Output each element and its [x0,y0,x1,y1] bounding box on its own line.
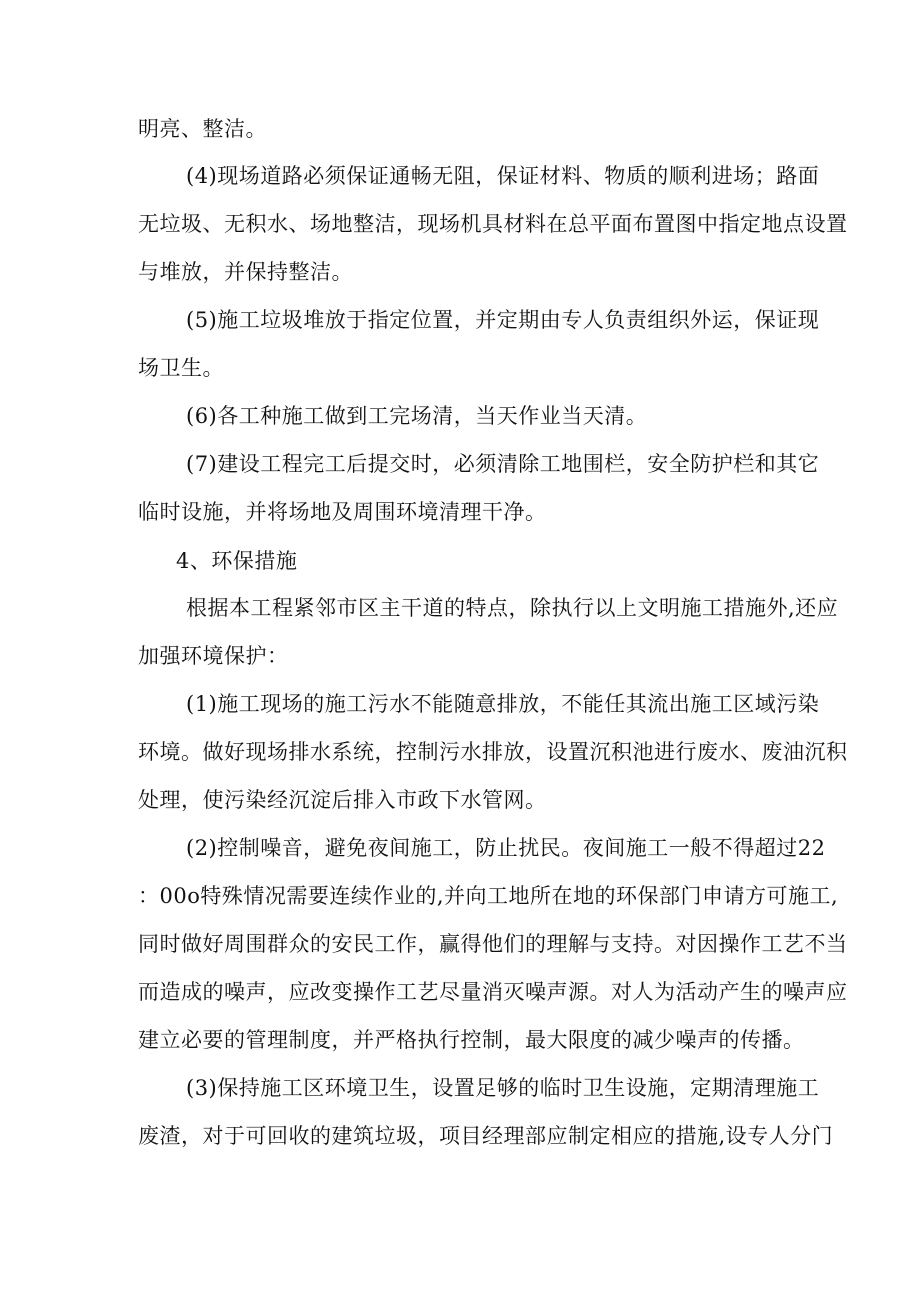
paragraph-line: ：00o特殊情况需要连续作业的,并向工地所在地的环保部门申请方可施工, [138,884,839,908]
paragraph-line: 加强环境保护： [138,644,289,668]
paragraph-line: 废渣，对于可回收的建筑垃圾，项目经理部应制定相应的措施,设专人分门 [138,1124,834,1148]
paragraph-line: 处理，使污染经沉淀后排入市政下水管网。 [138,788,547,812]
paragraph-line: (6)各工种施工做到工完场清，当天作业当天清。 [186,404,648,428]
paragraph-line: (3)保持施工区环境卫生，设置足够的临时卫生设施，定期清理施工 [186,1076,820,1100]
paragraph-line: 与堆放，并保持整洁。 [138,260,353,284]
paragraph-line: 明亮、整洁。 [138,117,267,141]
paragraph-line: 而造成的噪声，应改变操作工艺尽量消灭噪声源。对人为活动产生的噪声应 [138,980,848,1004]
paragraph-line: 建立必要的管理制度，并严格执行控制，最大限度的减少噪声的传播。 [138,1028,805,1052]
paragraph-line: 临时设施，并将场地及周围环境清理干净。 [138,500,547,524]
paragraph-line: (7)建设工程完工后提交时，必须清除工地围栏，安全防护栏和其它 [186,452,820,476]
paragraph-line: (1)施工现场的施工污水不能随意排放，不能任其流出施工区域污染 [186,692,820,716]
paragraph-line: 环境。做好现场排水系统，控制污水排放，设置沉积池进行废水、废油沉积 [138,740,848,764]
paragraph-line: 根据本工程紧邻市区主干道的特点，除执行以上文明施工措施外,还应 [186,596,839,620]
section-heading: 4、环保措施 [176,549,298,573]
paragraph-line: 无垃圾、无积水、场地整洁，现场机具材料在总平面布置图中指定地点设置 [138,212,848,236]
paragraph-line: (5)施工垃圾堆放于指定位置，并定期由专人负责组织外运，保证现 [186,308,820,332]
paragraph-line: 场卫生。 [138,356,224,380]
paragraph-line: (2)控制噪音，避免夜间施工，防止扰民。夜间施工一般不得超过22 [186,836,826,860]
paragraph-line: (4)现场道路必须保证通畅无阻，保证材料、物质的顺利进场；路面 [186,164,820,188]
paragraph-line: 同时做好周围群众的安民工作，赢得他们的理解与支持。对因操作工艺不当 [138,932,848,956]
